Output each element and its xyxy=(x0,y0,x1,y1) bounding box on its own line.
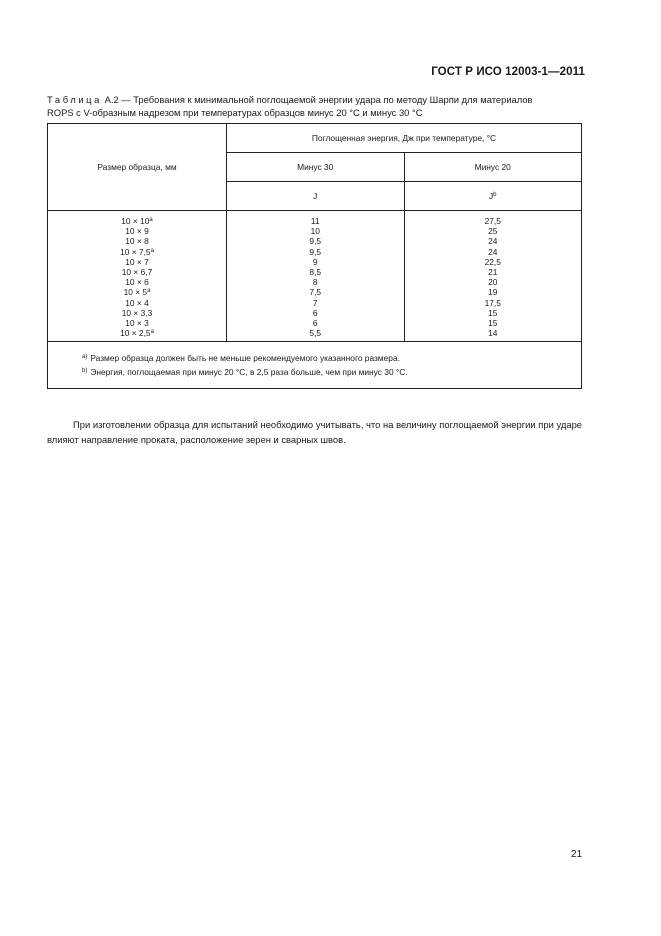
cell-size xyxy=(48,216,226,226)
minus20-values-column xyxy=(404,211,582,342)
cell-size-text: 10 × 3 xyxy=(125,317,149,328)
cell-size-text: 10 × 2,5 xyxy=(120,328,151,339)
footnote-a xyxy=(82,351,581,365)
cell-size xyxy=(48,287,226,297)
document-standard-code: ГОСТ Р ИСО 12003-1—2011 xyxy=(431,66,585,78)
cell-size xyxy=(48,277,226,287)
cell-energy-minus30: 6 xyxy=(312,307,318,318)
cell-size-text: 10 × 7 xyxy=(125,256,149,267)
cell-energy-minus20: 17,5 xyxy=(484,297,501,308)
cell-size-text: 10 × 10 xyxy=(121,216,150,226)
cell-size xyxy=(48,308,226,318)
footnote-mark: a xyxy=(147,288,151,295)
cell-size-text: 10 × 5 xyxy=(123,287,148,298)
minus30-values-column xyxy=(227,211,405,342)
cell-energy-minus20: 25 xyxy=(488,226,498,237)
unit-label: J xyxy=(488,191,494,201)
footnote-text: Энергия, поглощаемая при минус 20 °С, в 2,5 раза больше, чем при минус 30 °С. xyxy=(90,367,408,378)
temp-header-minus30: Минус 30 xyxy=(227,153,405,182)
unit-header-minus20 xyxy=(404,182,582,211)
cell-size-text: 10 × 9 xyxy=(125,226,149,237)
impact-energy-table xyxy=(47,123,582,389)
temp-header-minus20: Минус 20 xyxy=(404,153,582,182)
page-number: 21 xyxy=(571,849,583,860)
cell-energy-minus30: 7 xyxy=(312,297,318,308)
cell-energy-minus20: 21 xyxy=(488,266,498,277)
cell-size-text: 10 × 8 xyxy=(125,236,149,247)
cell-energy-minus30: 10 xyxy=(310,226,320,237)
cell-energy-minus20: 19 xyxy=(488,287,498,298)
cell-energy-minus30: 7,5 xyxy=(309,287,322,298)
body-paragraph: При изготовлении образца для испытаний необходимо учитывать, что на величину поглощаемой энергии при ударе влияют направление проката, расположение зерен и сварных швов. xyxy=(47,419,582,445)
size-column-header: Размер образца, мм xyxy=(48,124,227,211)
cell-energy-minus30: 8 xyxy=(312,277,318,288)
table-footnotes xyxy=(48,342,582,389)
caption-line-2: ROPS с V-образным надрезом при температурах образцов минус 20 °С и минус 30 °С xyxy=(47,106,423,118)
size-values-column xyxy=(48,211,227,342)
cell-energy-minus20: 22,5 xyxy=(484,256,501,267)
cell-size xyxy=(48,318,226,328)
footnote-mark: a xyxy=(149,217,153,223)
footnote-text: Размер образца должен быть не меньше рекомендуемого указанного размера. xyxy=(90,353,400,364)
cell-size xyxy=(48,298,226,308)
cell-size xyxy=(48,257,226,267)
caption-label: Таблица xyxy=(47,94,102,105)
footnote-mark: a xyxy=(150,247,154,254)
cell-size-text: 10 × 6,7 xyxy=(121,266,153,277)
cell-energy-minus20: 14 xyxy=(488,328,498,339)
cell-energy-minus30: 9 xyxy=(312,256,318,267)
cell-energy-minus30: 8,5 xyxy=(309,266,322,277)
cell-size-text: 10 × 7,5 xyxy=(120,246,151,257)
footnote-mark: b) xyxy=(82,368,88,375)
caption-title: А.2 — Требования к минимальной поглощаемой энергии удара по методу Шарпи для материалов xyxy=(101,94,533,105)
energy-column-header: Поглощенная энергия, Дж при температуре, °С xyxy=(227,124,582,153)
cell-energy-minus30: 9,5 xyxy=(309,236,322,247)
cell-energy-minus30: 9,5 xyxy=(309,246,322,257)
cell-energy-minus20: 20 xyxy=(488,277,498,288)
table-body-row xyxy=(48,211,582,342)
cell-energy-minus20: 24 xyxy=(488,246,498,257)
footnote-b xyxy=(82,365,581,379)
cell-size xyxy=(48,236,226,246)
cell-energy-minus30: 5,5 xyxy=(309,328,322,339)
cell-size xyxy=(48,267,226,277)
cell-energy-minus20: 15 xyxy=(488,317,498,328)
footnote-mark: b xyxy=(493,192,497,198)
cell-energy-minus20: 15 xyxy=(488,307,498,318)
footnote-mark: a) xyxy=(82,354,88,361)
table-caption xyxy=(47,94,583,119)
cell-size xyxy=(48,328,226,338)
caption-line-1 xyxy=(47,94,583,107)
cell-energy-minus30: 11 xyxy=(310,216,320,226)
cell-size-text: 10 × 3,3 xyxy=(121,307,153,318)
cell-energy-minus20: 27,5 xyxy=(484,216,501,226)
cell-size-text: 10 × 4 xyxy=(125,297,149,308)
footnote-mark: a xyxy=(150,329,154,336)
cell-energy-minus30: 6 xyxy=(312,317,318,328)
cell-energy-minus20: 24 xyxy=(488,236,498,247)
cell-size xyxy=(48,247,226,257)
cell-size-text: 10 × 6 xyxy=(125,277,149,288)
cell-size xyxy=(48,226,226,236)
unit-header-minus30 xyxy=(227,182,405,211)
unit-label: J xyxy=(313,191,318,201)
